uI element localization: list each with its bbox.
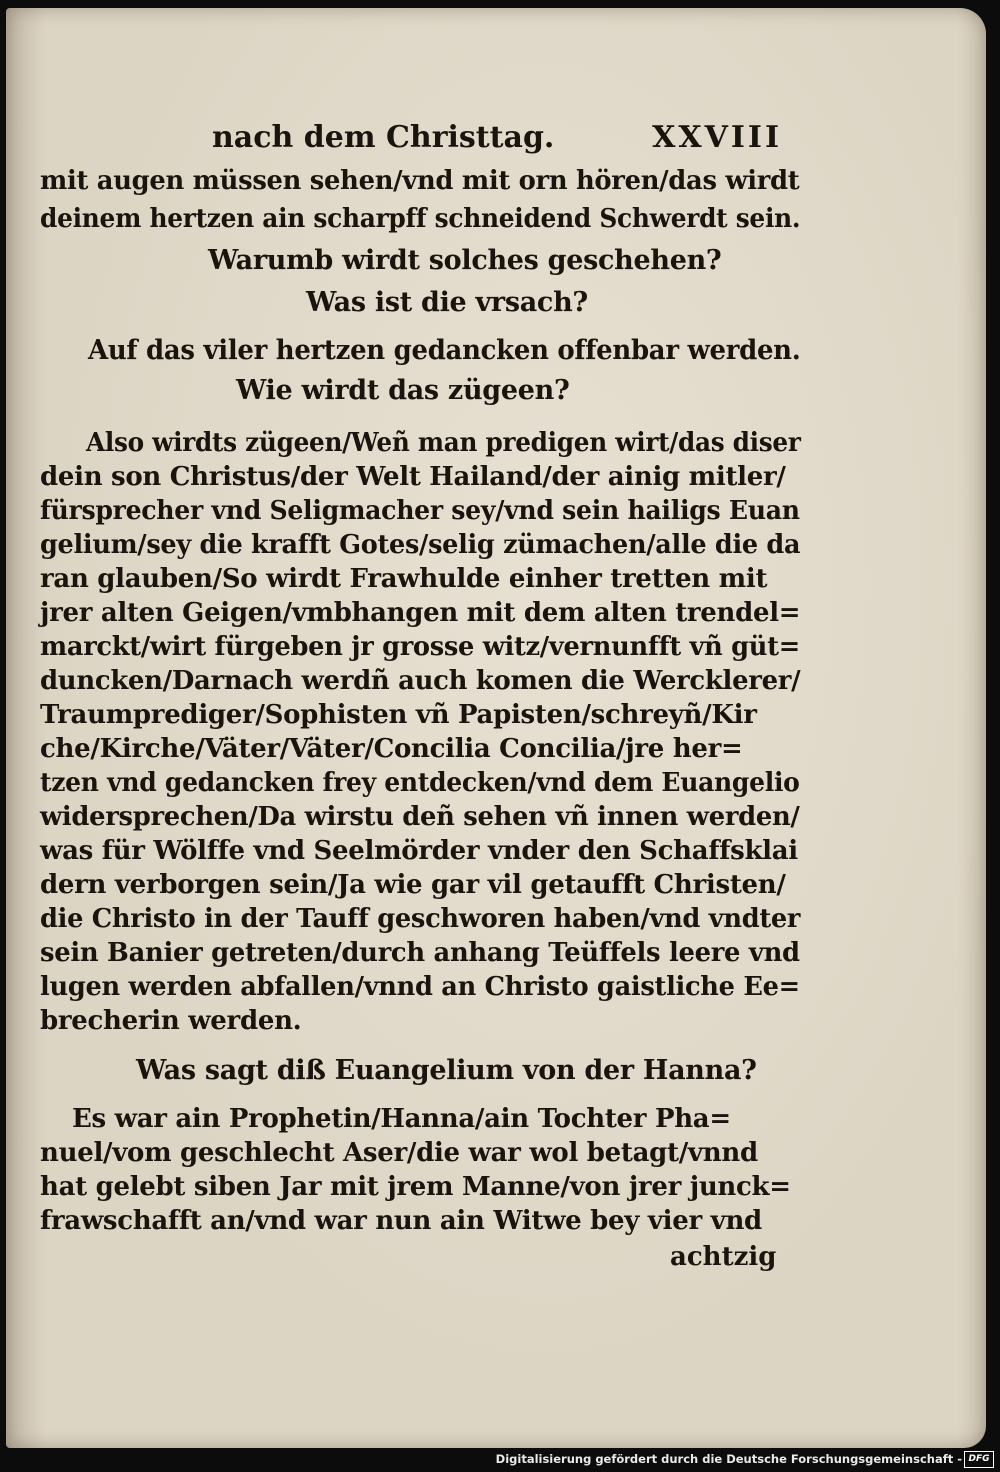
text-line: jrer alten Geigen/vmbhangen mit dem alten trendel= bbox=[40, 598, 801, 628]
dfg-logo-icon: DFG bbox=[964, 1451, 994, 1468]
text-line: widersprechen/Da wirstu deñ sehen vñ innen werden/ bbox=[40, 802, 800, 832]
text-line: mit augen müssen sehen/vnd mit orn hören/das wirdt bbox=[40, 166, 800, 196]
text-line: die Christo in der Tauff geschworen haben/vnd vndter bbox=[40, 904, 801, 934]
text-line: hat gelebt siben Jar mit jrem Manne/von jrer junck= bbox=[40, 1172, 791, 1202]
text-line: duncken/Darnach werdñ auch komen die Wercklerer/ bbox=[40, 666, 801, 696]
text-line: brecherin werden. bbox=[40, 1006, 302, 1036]
text-line: lugen werden abfallen/vnnd an Christo gaistliche Ee= bbox=[40, 972, 800, 1002]
text-line: Traumprediger/Sophisten vñ Papisten/schreyñ/Kir bbox=[40, 700, 757, 730]
digitization-footer bbox=[0, 1448, 1000, 1472]
answer-line: Auf das viler hertzen gedancken offenbar werden. bbox=[88, 335, 801, 366]
text-line: Also wirdts zügeen/Weñ man predigen wirt/das diser bbox=[86, 428, 801, 458]
question-heading: Wie wirdt das zügeen? bbox=[236, 375, 570, 406]
text-line: gelium/sey die krafft Gotes/selig zümachen/alle die da bbox=[40, 530, 801, 560]
text-line: frawschafft an/vnd war nun ain Witwe bey vier vnd bbox=[40, 1206, 762, 1236]
question-heading: Was sagt diß Euangelium von der Hanna? bbox=[136, 1055, 757, 1086]
text-line: nuel/vom geschlecht Aser/die war wol betagt/vnnd bbox=[40, 1138, 758, 1168]
text-line: was für Wölffe vnd Seelmörder vnder den Schaffsklai bbox=[40, 836, 798, 866]
text-line: tzen vnd gedancken frey entdecken/vnd dem Euangelio bbox=[40, 768, 800, 798]
catchword: achtzig bbox=[670, 1242, 777, 1272]
text-line: fürsprecher vnd Seligmacher sey/vnd sein hailigs Euan bbox=[40, 496, 800, 526]
running-head bbox=[212, 120, 782, 160]
text-line: dern verborgen sein/Ja wie gar vil getaufft Christen/ bbox=[40, 870, 786, 900]
text-line: deinem hertzen ain scharpff schneidend Schwerdt sein. bbox=[40, 204, 801, 234]
text-line: Es war ain Prophetin/Hanna/ain Tochter Pha= bbox=[72, 1104, 731, 1134]
question-heading: Warumb wirdt solches geschehen? bbox=[208, 245, 722, 276]
text-line: marckt/wirt fürgeben jr grosse witz/vernunfft vñ güt= bbox=[40, 632, 800, 662]
question-heading: Was ist die vrsach? bbox=[306, 287, 588, 318]
text-line: che/Kirche/Väter/Väter/Concilia Concilia/jre her= bbox=[40, 734, 743, 764]
funding-credit: Digitalisierung gefördert durch die Deutsche Forschungsgemeinschaft - bbox=[495, 1452, 962, 1466]
text-line: dein son Christus/der Welt Hailand/der ainig mitler/ bbox=[40, 462, 786, 492]
text-line: sein Banier getreten/durch anhang Teüffels leere vnd bbox=[40, 938, 800, 968]
book-page bbox=[6, 8, 986, 1448]
text-line: ran glauben/So wirdt Frawhulde einher tretten mit bbox=[40, 564, 768, 594]
running-title: nach dem Christtag. bbox=[212, 120, 555, 155]
folio-number: XXVIII bbox=[652, 120, 782, 155]
